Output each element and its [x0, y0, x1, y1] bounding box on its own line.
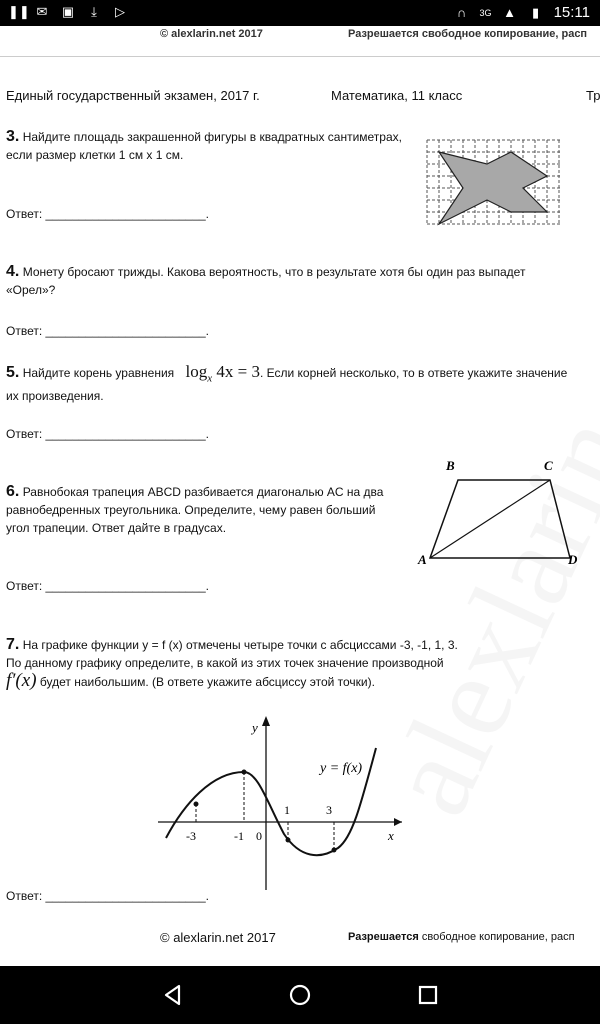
answer-line-5[interactable]: Ответ: ________________________.: [6, 427, 210, 441]
tick-m1: -1: [234, 829, 244, 843]
question-5: [6, 363, 571, 405]
grid-figure: [425, 138, 565, 230]
back-icon[interactable]: [160, 982, 186, 1008]
tick-1: 1: [284, 803, 290, 817]
navigation-bar: [0, 966, 600, 1024]
exam-cut-text: Тр: [586, 88, 600, 103]
document-page[interactable]: [0, 26, 600, 966]
network-label: 3G: [479, 7, 492, 18]
tick-0: 0: [256, 829, 262, 843]
x-axis-arrow: [394, 818, 402, 826]
answer-line-3[interactable]: Ответ: ________________________.: [6, 207, 210, 221]
diagonal-ac: [430, 480, 550, 558]
question-4: [6, 263, 568, 299]
shaded-figure: [439, 152, 547, 224]
question-7: [6, 636, 566, 691]
download-icon: ⤓: [91, 4, 97, 19]
question-text: Монету бросают трижды. Какова вероятность, что в результате хотя бы один раз выпадет «Орел»?: [6, 265, 526, 297]
label-b: B: [446, 458, 455, 473]
question-text-line1: На графике функции y = f (x) отмечены четыре точки с абсциссами -3, -1, 1, 3.: [22, 638, 458, 652]
headphones-icon: ∩: [456, 4, 467, 20]
header-right-text: Разрешается свободное копирование, расп: [348, 28, 588, 40]
function-label: y = f(x): [320, 761, 363, 776]
label-c: C: [544, 458, 553, 473]
header-copyright: © alexlarin.net 2017: [160, 28, 263, 40]
question-text-line3: будет наибольшим. (В ответе укажите абсциссу этой точки).: [39, 675, 375, 689]
point-m1: [242, 770, 247, 775]
question-number: 6.: [6, 483, 20, 500]
y-axis-arrow: [262, 716, 270, 726]
answer-line-6[interactable]: Ответ: ________________________.: [6, 579, 210, 593]
exam-title: Единый государственный экзамен, 2017 г.: [6, 88, 260, 103]
pause-icon: ❚❚: [8, 4, 30, 19]
y-axis-label: y: [252, 720, 258, 735]
clock: 15:11: [553, 4, 590, 21]
label-a: A: [418, 552, 427, 567]
signal-icon: ▲: [503, 4, 516, 20]
derivative-formula: f′(x): [6, 670, 37, 691]
question-text: Найдите площадь закрашенной фигуры в квадратных сантиметрах, если размер клетки 1 см х 1 см.: [6, 130, 402, 162]
x-axis-label: x: [388, 828, 394, 843]
question-number: 7.: [6, 636, 20, 653]
answer-line-4[interactable]: Ответ: ________________________.: [6, 324, 210, 338]
question-text-before: Найдите корень уравнения: [22, 366, 175, 380]
status-bar-left: [8, 4, 128, 20]
mail-icon: ✉: [36, 4, 48, 19]
image-icon: ▣: [61, 4, 75, 19]
home-icon[interactable]: [287, 982, 313, 1008]
trapezoid-diagram: [410, 458, 590, 570]
status-bar: [0, 0, 600, 26]
battery-icon: ▮: [531, 4, 540, 20]
trapezoid-shape: [430, 480, 570, 558]
play-store-icon: ▷: [115, 4, 125, 19]
footer-right-text: Разрешается свободное копирование, расп: [348, 931, 575, 943]
answer-line-7[interactable]: Ответ: ________________________.: [6, 889, 210, 903]
question-text: Равнобокая трапеция ABCD разбивается диагональю AC на два равнобедренных треугольника. Определите, чему равен больший угол трапеции. Ответ дайте в градусах.: [6, 485, 384, 535]
question-number: 5.: [6, 364, 20, 381]
point-1: [286, 838, 291, 843]
page-top-header: [0, 26, 600, 57]
question-3: [6, 128, 406, 164]
point-3: [332, 848, 337, 853]
point-m3: [194, 802, 199, 807]
equation-formula: $\log_x 4x = 3$: [185, 362, 260, 385]
tick-3: 3: [326, 803, 332, 817]
exam-subject: Математика, 11 класс: [331, 88, 463, 103]
status-bar-right: [454, 4, 590, 21]
question-number: 3.: [6, 128, 20, 145]
function-graph: [140, 708, 420, 898]
question-text-after: . Если корней несколько, то в ответе укажите значение их произведения.: [6, 366, 568, 404]
question-number: 4.: [6, 263, 20, 280]
tick-m3: -3: [186, 829, 196, 843]
question-6: [6, 483, 396, 537]
label-d: D: [568, 552, 578, 567]
recents-icon[interactable]: [415, 982, 441, 1008]
footer-copyright: © alexlarin.net 2017: [160, 930, 276, 945]
question-text-line2: По данному графику определите, в какой из этих точек значение производной: [6, 656, 444, 670]
